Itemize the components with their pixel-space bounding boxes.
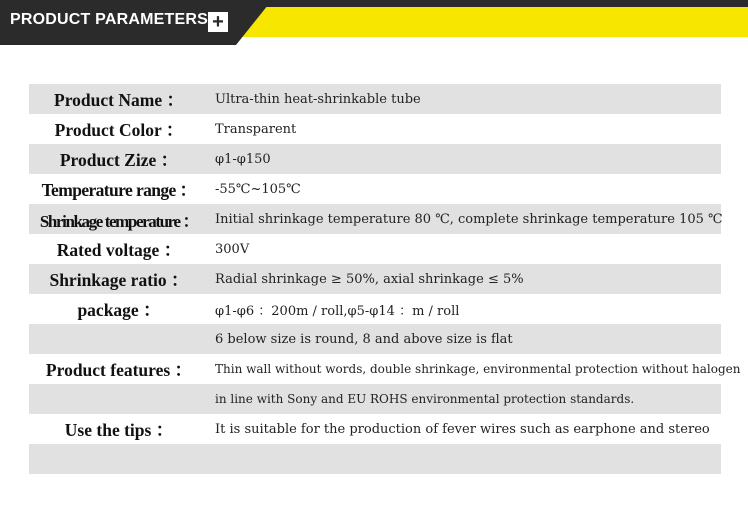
row-value: Thin wall without words, double shrinkage, environmental protection without halogen <box>215 362 741 376</box>
row-value: It is suitable for the production of fever wires such as earphone and stereo <box>215 421 710 437</box>
row-value: Radial shrinkage ≥ 50%, axial shrinkage ≤ 5% <box>215 271 524 287</box>
row-label: Product Zize ： <box>59 149 179 170</box>
header-banner <box>0 0 748 45</box>
row-value: φ1-φ6 ：200m / roll,φ5-φ14 ：m / roll <box>215 303 460 319</box>
table-row <box>29 384 721 414</box>
parameters-table <box>29 84 741 474</box>
table-row <box>29 264 721 294</box>
row-label: Rated voltage ： <box>56 239 182 260</box>
table-row <box>29 84 721 114</box>
table-row <box>29 354 741 384</box>
row-value: Ultra-thin heat-shrinkable tube <box>215 91 421 107</box>
row-label <box>29 324 209 354</box>
table-row <box>29 414 721 444</box>
row-label: Product Color ： <box>54 119 184 140</box>
table-row <box>29 234 721 264</box>
plus-icon[interactable]: + <box>208 12 228 32</box>
row-label <box>29 444 209 474</box>
section-title: PRODUCT PARAMETERS <box>10 11 208 28</box>
row-label: Use the tips ： <box>64 419 174 440</box>
row-value: Initial shrinkage temperature 80 ℃, complete shrinkage temperature 105 ℃ <box>215 211 723 227</box>
row-label: Shrinkage ratio ： <box>49 269 189 290</box>
table-row <box>29 444 721 474</box>
table-row <box>29 324 721 354</box>
row-value: 6 below size is round, 8 and above size is flat <box>215 331 513 347</box>
row-label <box>29 384 209 414</box>
row-value <box>215 444 721 474</box>
row-label: Product Name ： <box>54 89 184 110</box>
row-value: φ1-φ150 <box>215 151 271 167</box>
row-value: 300V <box>215 241 250 257</box>
table-row <box>29 114 721 144</box>
row-label: Shrinkage temperature ： <box>39 211 199 231</box>
row-value: Transparent <box>215 121 297 137</box>
table-row <box>29 204 721 234</box>
row-value: -55℃~105℃ <box>215 181 301 197</box>
row-label: Product features ： <box>45 359 193 380</box>
table-row <box>29 294 721 324</box>
row-value: in line with Sony and EU ROHS environmental protection standards. <box>215 392 635 406</box>
table-row <box>29 144 721 174</box>
row-label: package ： <box>77 299 161 320</box>
row-label: Temperature range ： <box>41 179 197 200</box>
table-row <box>29 174 721 204</box>
